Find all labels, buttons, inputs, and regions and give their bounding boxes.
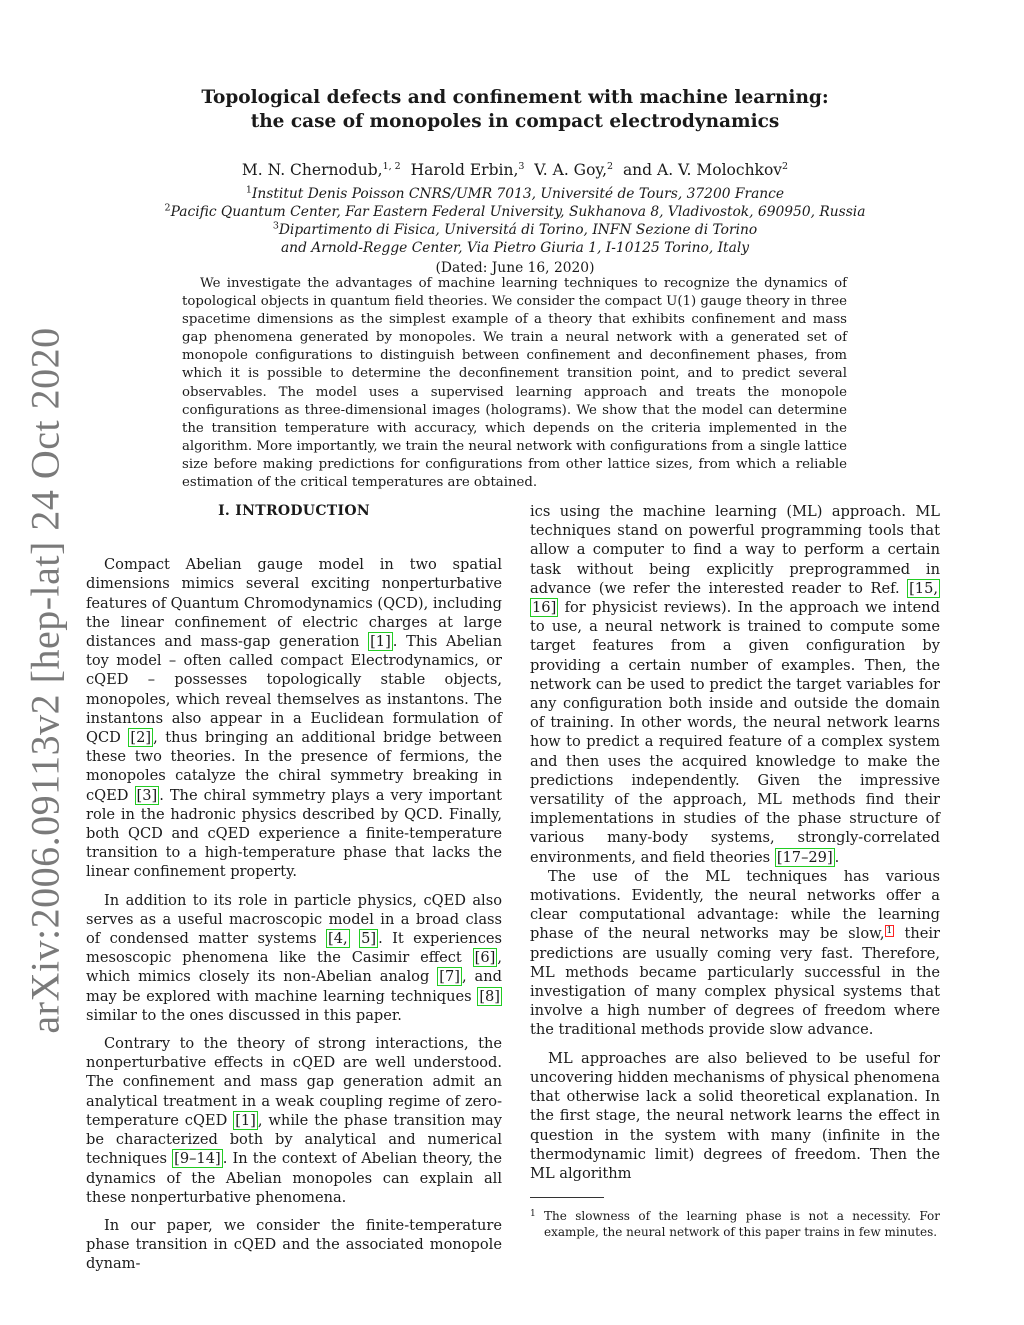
affiliation-2-num: 2 [164,202,171,214]
author-4-affil: 2 [782,160,789,172]
text-run: their predictions are usually coming very fast. Therefore, ML methods became particularly successful in the investigation of many complex physical systems that involve a high number of degrees of freedom where the traditional methods provide slow advance. [530,925,941,1039]
author-2: Harold Erbin, [410,161,519,179]
text-run: , and may be explored with machine learning techniques [86,968,502,1005]
footnote-text: The slowness of the learning phase is not a necessity. For example, the neural network of this paper trains in few minutes. [544,1209,940,1240]
text-run: similar to the ones discussed in this paper. [86,1006,402,1024]
affiliation-2 [120,203,910,221]
affiliation-1 [120,185,910,203]
author-1-affil: 1, 2 [382,160,401,172]
paragraph [86,891,502,1025]
text-run: . This Abelian toy model – often called compact Electrodynamics, or cQED – possesses topologically stable objects, monopoles, which reveal themselves as instantons. The instantons also appear in a Euclidean formulation of QCD [86,633,502,747]
author-3: V. A. Goy, [534,161,608,179]
text-run: In addition to its role in particle physics, cQED also serves as a useful macroscopic model in a broad class of condensed matter systems [86,891,502,948]
author-1: M. N. Chernodub, [241,161,383,179]
text-run: The use of the ML techniques has various motivations. Evidently, the neural networks offer a clear computational advantage: while the learning phase of the neural networks may be slow, [530,867,940,943]
author-3-affil: 2 [607,160,614,172]
paper-title [120,86,910,134]
text-run: , thus bringing an additional bridge between these two theories. In the presence of fermions, the monopoles catalyze the chiral symmetry breaking in cQED [86,729,502,804]
title-line-2: the case of monopoles in compact electrodynamics [250,111,780,132]
citation-link[interactable]: [3] [136,786,158,804]
citation-link[interactable]: [4, [328,930,348,948]
text-run: . It experiences mesoscopic phenomena like the Casimir effect [86,930,502,967]
affiliation-3 [120,221,910,239]
author-list [120,160,910,180]
citation-link[interactable]: [8] [479,987,500,1005]
text-run: ics using the machine learning (ML) approach. ML techniques stand on powerful programming tools that allow a computer to find a way to perform a certain task without being explicitly preprogrammed in advance (we refer the interested reader to Ref. [530,503,940,597]
paragraph [530,502,940,867]
author-2-affil: 3 [518,160,525,172]
footnote-link[interactable]: 1 [886,925,893,936]
footnote-divider [530,1197,604,1198]
citation-link[interactable]: 5] [361,930,377,948]
paragraph [86,1034,502,1207]
citation-link[interactable]: [2] [130,729,152,747]
text-run: Contrary to the theory of strong interactions, the nonperturbative effects in cQED are well understood. The confinement and mass gap generation admit an analytical treatment in a weak coupling regime of zero-temperature cQED [86,1035,502,1129]
citation-link[interactable]: [7] [439,968,460,986]
abstract [182,275,847,492]
left-column [86,502,502,1274]
text-run: . [834,848,840,866]
paragraph [530,867,940,1040]
citation-link[interactable]: [17–29] [776,848,833,866]
footnote-number: 1 [530,1209,536,1220]
text-run: for physicist reviews). In the approach we intend to use, a neural network is trained to compute some target features from a given configuration by providing a certain number of examples. Then, the network can be used to predict the target variables for any configuration both inside and outside the domain of training. In other words, the neural network learns how to predict a required feature of a complex system and then uses the acquired knowledge to make the predictions independently. Given the impressive versatility of the approach, ML methods find their implementations in studies of the phase structure of various many-body systems, strongly-correlated environments, and field theories [530,599,940,866]
author-4: and A. V. Molochkov [622,161,783,179]
abstract-text: We investigate the advantages of machine learning techniques to recognize the dynamics of topological objects in quantum field theories. We consider the compact U(1) gauge theory in three spacetime dimensions as the simplest example of a theory that exhibits confinement and mass gap phenomena generated by monopoles. We train a neural network with a generated set of monopole configurations to distinguish between confinement and deconfinement phases, from which it is possible to determine the deconfinement transition point, and to predict several observables. The model uses a supervised learning approach and treats the monopole configurations as three-dimensional images (holograms). We show that the model can determine the transition temperature with accuracy, which depends on the criteria implemented in the algorithm. More importantly, we train the neural network with configurations from a single lattice size before making predictions for configurations from other lattice sizes, from which a reliable estimation of the critical temperatures are obtained. [182,276,847,491]
affiliation-3-text: Dipartimento di Fisica, Universitá di Torino, INFN Sezione di Torino [278,222,758,238]
affiliation-1-text: Institut Denis Poisson CNRS/UMR 7013, Université de Tours, 37200 France [251,186,785,202]
title-line-1: Topological defects and confinement with machine learning: [201,87,829,108]
citation-link[interactable]: [15, [909,579,938,597]
text-run: , while the phase transition may be characterized both by analytical and numerical techniques [86,1111,502,1168]
text-run: . The chiral symmetry plays a very important role in the hadronic physics described by QCD. Finally, both QCD and cQED experience a finite-temperature transition to a high-temperature phase that lacks the linear confinement property. [86,786,502,881]
citation-link[interactable]: 16] [532,599,557,617]
date-line: (Dated: June 16, 2020) [435,260,595,276]
arxiv-stamp [20,326,70,1034]
affiliation-1-num: 1 [245,184,252,196]
paper-header [120,86,910,277]
section-heading: I. INTRODUCTION [218,503,370,519]
text-run: Compact Abelian gauge model in two spatial dimensions mimics several exciting nonperturbative features of Quantum Chromodynamics (QCD), including the linear confinement of electric charges at large distances and mass-gap generation [86,556,502,651]
affiliation-3-cont: and Arnold-Regge Center, Via Pietro Giuria 1, I-10125 Torino, Italy [280,240,750,256]
footnote [530,1208,940,1240]
citation-link[interactable]: [1] [370,633,391,651]
right-column [530,502,940,1240]
text-run: , which mimics closely its non-Abelian analog [86,949,502,986]
citation-link[interactable]: [9–14] [174,1150,221,1168]
paragraph: ML approaches are also believed to be useful for uncovering hidden mechanisms of physical phenomena that otherwise lack a solid theoretical explanation. In the first stage, the neural network learns the effect in question in the system with many (infinite in the thermodynamic limit) degrees of freedom. Then the ML algorithm [530,1049,940,1182]
citation-link[interactable]: [1] [235,1111,256,1129]
arxiv-identifier: arXiv:2006.09113v2 [hep-lat] 24 Oct 2020 [22,326,68,1034]
citation-link[interactable]: [6] [474,949,496,967]
paragraph [86,555,502,881]
text-run: . In the context of Abelian theory, the dynamics of the Abelian monopoles can explain all these nonperturbative phenomena. [86,1150,502,1206]
affiliation-3-num: 3 [272,220,279,232]
affiliation-2-text: Pacific Quantum Center, Far Eastern Federal University, Sukhanova 8, Vladivostok, 690950, Russia [170,204,866,220]
paragraph: In our paper, we consider the finite-temperature phase transition in cQED and the associated monopole dynam- [86,1216,502,1273]
